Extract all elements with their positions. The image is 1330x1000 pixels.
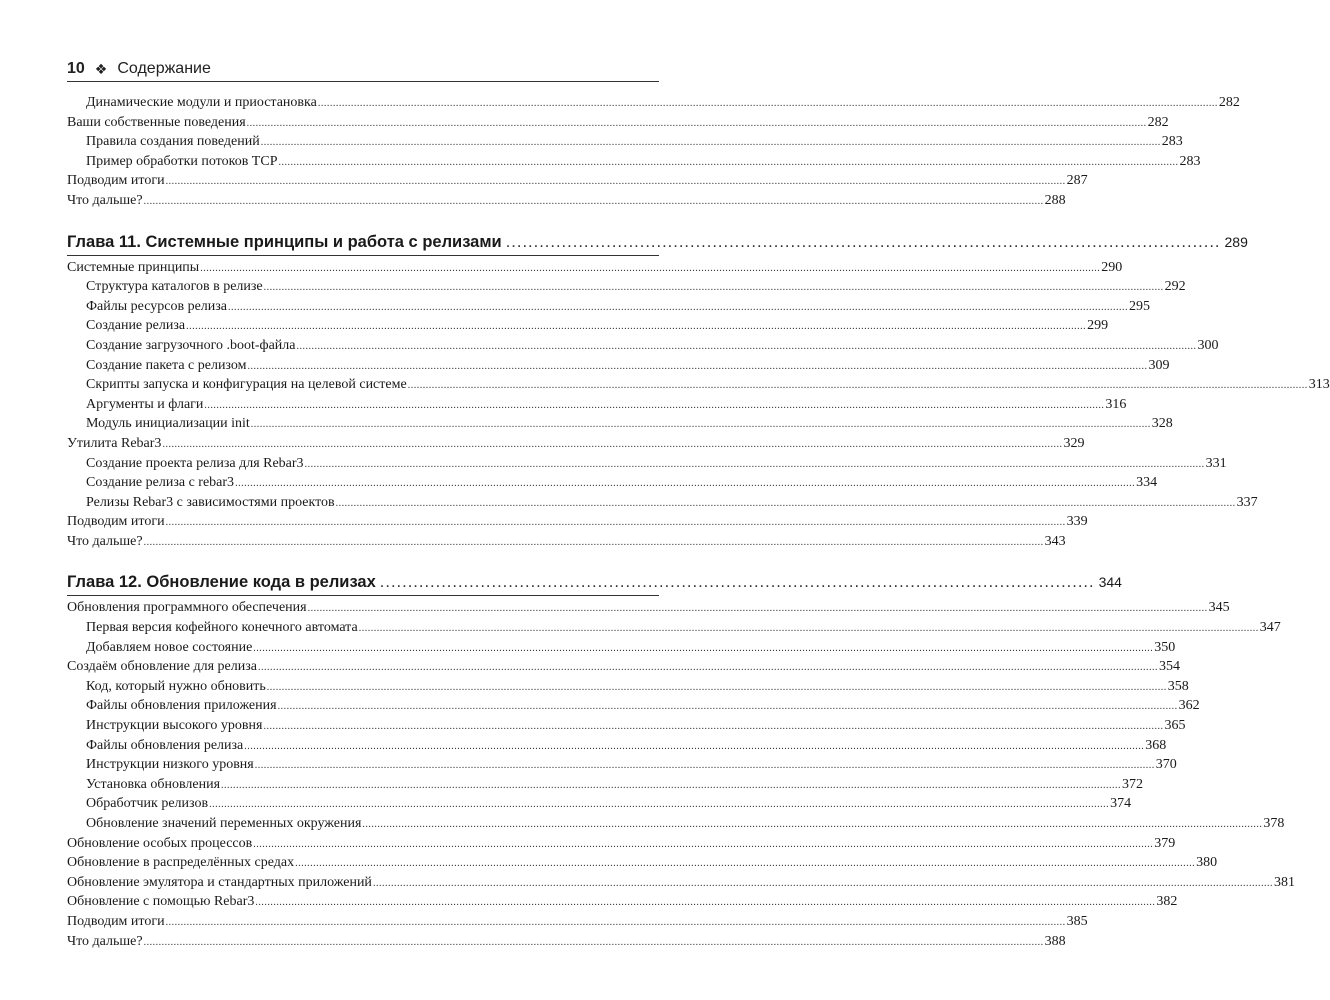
toc-entry-page: 283 (1161, 134, 1183, 150)
toc-entry-page: 292 (1164, 279, 1186, 295)
dot-leader: ............................................................................................................................................................................................................................................................................................................ (254, 760, 1155, 772)
toc-entry[interactable] (67, 493, 1258, 513)
toc-entry[interactable] (67, 473, 1158, 493)
dot-leader: ............................................................................................................................................................................................................................................................................................................ (165, 916, 1066, 928)
toc-entry[interactable] (67, 912, 1088, 932)
toc-entry[interactable] (67, 834, 1176, 854)
toc-entry[interactable] (67, 297, 1151, 317)
toc-entry-title: Создаём обновление для релиза (67, 659, 257, 675)
dot-leader: ............................................................................................................................................................................................................................................................................................................ (221, 779, 1122, 791)
toc-entry-title: Инструкции низкого уровня (86, 757, 254, 773)
toc-entry-title: Релизы Rebar3 с зависимостями проектов (86, 494, 335, 510)
dot-leader: ............................................................................................................................................................................................................................................................................................................ (335, 497, 1236, 509)
toc-entry-page: 368 (1145, 737, 1167, 753)
toc-intro-list (67, 93, 1240, 211)
toc-entry[interactable] (67, 618, 1281, 638)
toc-entry[interactable] (67, 657, 1180, 677)
toc-chapter-11 (67, 229, 1330, 552)
toc-entry-title: Что дальше? (67, 533, 143, 549)
toc-entry-title: Первая версия кофейного конечного автомата (86, 620, 358, 636)
dot-leader: ............................................................................................................................................................................................................................................................................................................ (165, 176, 1066, 188)
dot-leader: ............................................................................................................................................................................................................................................................................................................ (235, 478, 1136, 490)
dot-leader: ............................................................................................................................................................................................................................................................................................................ (253, 642, 1154, 654)
toc-entry-title: Инструкции высокого уровня (86, 718, 263, 734)
toc-entry-page: 345 (1208, 600, 1230, 616)
toc-entry-page: 339 (1066, 514, 1088, 530)
dot-leader: ............................................................................................................................................................................................................................................................................................................ (186, 321, 1087, 333)
dot-leader: ............................................................................................................................................................................................................................................................................................................ (307, 603, 1208, 615)
toc-entry-page: 334 (1136, 475, 1158, 491)
toc-entry-page: 337 (1236, 494, 1258, 510)
dot-leader: ............................................................................................................................................................................................................................................................................................................ (250, 419, 1151, 431)
toc-entry-title: Файлы обновления релиза (86, 737, 244, 753)
dot-leader: ............................................................................................................................................................................................................................................................................................................ (228, 301, 1129, 313)
toc-entry[interactable] (67, 113, 1169, 133)
toc-entry-page: 379 (1154, 835, 1176, 851)
toc-entry-title: Создание проекта релиза для Rebar3 (86, 455, 304, 471)
dot-leader: ............................................................................................................................................................................................................................................................................................................ (358, 623, 1259, 635)
dot-leader: ............................................................................................................................................................................................................................................................................................................ (255, 897, 1156, 909)
toc-entry[interactable] (67, 336, 1219, 356)
toc-entry[interactable] (67, 775, 1144, 795)
toc-entry[interactable] (67, 414, 1173, 434)
dot-leader: ............................................................................................................................................................................................................................................................................................................ (257, 662, 1158, 674)
toc-entry-title: Модуль инициализации init (86, 416, 250, 432)
toc-entry[interactable] (67, 356, 1170, 376)
toc-entry-title: Ваши собственные поведения (67, 114, 246, 130)
toc-entry-page: 328 (1151, 416, 1173, 432)
toc-entry-page: 299 (1087, 318, 1109, 334)
dot-leader: ................................................................................................................................ (505, 232, 1221, 251)
toc-entry-page: 288 (1044, 192, 1066, 208)
toc-entry-title: Динамические модули и приостановка (86, 95, 317, 110)
chapter-page: 289 (1224, 233, 1248, 250)
toc-entry-page: 358 (1167, 678, 1189, 694)
toc-entry-title: Код, который нужно обновить (86, 678, 266, 694)
toc-entry-title: Добавляем новое состояние (86, 639, 253, 655)
dot-leader: ............................................................................................................................................................................................................................................................................................................ (247, 360, 1148, 372)
toc-entry-title: Создание загрузочного .boot-файла (86, 337, 296, 353)
toc-entry-page: 374 (1110, 796, 1132, 812)
toc-chapter-12-list (67, 598, 1295, 951)
header-rule (67, 81, 659, 82)
toc-entry-page: 290 (1101, 259, 1123, 275)
toc-entry-title: Обновление особых процессов (67, 835, 253, 851)
toc-entry-page: 331 (1205, 455, 1227, 471)
toc-entry-page: 362 (1178, 698, 1200, 714)
toc-entry-title: Обновление эмулятора и стандартных приложений (67, 874, 372, 890)
toc-chapter-11-list (67, 258, 1330, 552)
page-header (67, 58, 659, 80)
toc-entry[interactable] (67, 873, 1295, 893)
toc-entry[interactable] (67, 454, 1227, 474)
dot-leader: ............................................................................................................................................................................................................................................................................................................ (277, 701, 1178, 713)
dot-leader: ................................................................................................................................ (379, 573, 1095, 592)
toc-entry-page: 309 (1148, 357, 1170, 373)
toc-entry-page: 287 (1066, 173, 1088, 189)
toc-entry-title: Обновления программного обеспечения (67, 600, 307, 616)
toc-entry[interactable] (67, 532, 1066, 552)
toc-entry-title: Обновление в распределённых средах (67, 855, 295, 871)
toc-entry-page: 282 (1218, 95, 1240, 110)
toc-entry[interactable] (67, 132, 1183, 152)
diamond-ornament-icon: ❖ (94, 60, 108, 77)
dot-leader: ............................................................................................................................................................................................................................................................................................................ (143, 536, 1044, 548)
dot-leader: ............................................................................................................................................................................................................................................................................................................ (143, 195, 1044, 207)
toc-entry[interactable] (67, 316, 1109, 336)
toc-entry-page: 354 (1158, 659, 1180, 675)
toc-entry[interactable] (67, 191, 1066, 211)
toc-entry-title: Что дальше? (67, 192, 143, 208)
toc-entry-page: 388 (1044, 933, 1066, 949)
dot-leader: ............................................................................................................................................................................................................................................................................................................ (260, 137, 1161, 149)
toc-entry-page: 350 (1154, 639, 1176, 655)
table-of-contents (67, 93, 1330, 951)
toc-entry-title: Создание релиза (86, 318, 186, 334)
toc-entry-page: 381 (1273, 874, 1295, 890)
dot-leader: ............................................................................................................................................................................................................................................................................................................ (246, 117, 1147, 129)
toc-entry[interactable] (67, 93, 1240, 113)
dot-leader: ............................................................................................................................................................................................................................................................................................................ (266, 681, 1167, 693)
dot-leader: ............................................................................................................................................................................................................................................................................................................ (407, 380, 1308, 392)
toc-entry-title: Файлы обновления приложения (86, 698, 277, 714)
chapter-rule (67, 255, 659, 256)
dot-leader: ............................................................................................................................................................................................................................................................................................................ (304, 458, 1205, 470)
dot-leader: ............................................................................................................................................................................................................................................................................................................ (162, 438, 1063, 450)
dot-leader: ............................................................................................................................................................................................................................................................................................................ (209, 799, 1110, 811)
toc-entry-title: Пример обработки потоков TCP (86, 153, 278, 169)
toc-entry-page: 385 (1066, 913, 1088, 929)
dot-leader: ............................................................................................................................................................................................................................................................................................................ (295, 858, 1196, 870)
toc-entry-title: Обработчик релизов (86, 796, 209, 812)
dot-leader: ............................................................................................................................................................................................................................................................................................................ (200, 262, 1101, 274)
dot-leader: ............................................................................................................................................................................................................................................................................................................ (278, 156, 1179, 168)
toc-entry-title: Обновление с помощью Rebar3 (67, 894, 255, 910)
dot-leader: ............................................................................................................................................................................................................................................................................................................ (362, 819, 1263, 830)
toc-entry-title: Правила создания поведений (86, 134, 260, 150)
toc-entry-page: 282 (1147, 114, 1169, 130)
toc-entry-title: Обновление значений переменных окружения (86, 816, 362, 831)
dot-leader: ............................................................................................................................................................................................................................................................................................................ (263, 721, 1164, 733)
toc-entry-page: 295 (1129, 298, 1151, 314)
toc-entry-page: 300 (1197, 337, 1219, 353)
toc-entry[interactable] (67, 736, 1167, 756)
chapter-title[interactable] (67, 569, 1122, 595)
dot-leader: ............................................................................................................................................................................................................................................................................................................ (204, 399, 1105, 411)
toc-entry[interactable] (67, 258, 1123, 278)
toc-entry-page: 347 (1259, 620, 1281, 636)
chapter-title-text: Глава 11. Системные принципы и работа с релизами (67, 232, 502, 251)
toc-entry-title: Создание пакета с релизом (86, 357, 247, 373)
toc-entry-title: Скрипты запуска и конфигурация на целевой системе (86, 377, 407, 393)
toc-entry-page: 380 (1196, 855, 1218, 871)
toc-entry[interactable] (67, 696, 1200, 716)
toc-entry-page: 370 (1155, 757, 1177, 773)
toc-entry[interactable] (67, 853, 1218, 873)
toc-entry[interactable] (67, 932, 1066, 952)
toc-entry[interactable] (67, 171, 1088, 191)
toc-entry-page: 343 (1044, 533, 1066, 549)
toc-entry-title: Подводим итоги (67, 913, 165, 929)
toc-entry-title: Структура каталогов в релизе (86, 279, 263, 295)
dot-leader: ............................................................................................................................................................................................................................................................................................................ (296, 340, 1197, 352)
dot-leader: ............................................................................................................................................................................................................................................................................................................ (165, 517, 1066, 529)
toc-entry-page: 283 (1179, 153, 1201, 169)
chapter-title[interactable] (67, 229, 1248, 255)
dot-leader: ............................................................................................................................................................................................................................................................................................................ (143, 936, 1044, 948)
toc-entry-page: 365 (1164, 718, 1186, 734)
toc-entry-page: 378 (1263, 816, 1285, 831)
toc-entry[interactable] (67, 512, 1088, 532)
toc-entry[interactable] (67, 638, 1176, 658)
toc-entry-page: 372 (1122, 776, 1144, 792)
chapter-title-text: Глава 12. Обновление кода в релизах (67, 573, 376, 592)
toc-entry[interactable] (67, 814, 1285, 834)
toc-entry-title: Установка обновления (86, 776, 221, 792)
toc-entry[interactable] (67, 152, 1201, 172)
toc-intro-section (67, 93, 1240, 211)
toc-entry-page: 316 (1105, 396, 1127, 412)
toc-chapter-12 (67, 569, 1295, 951)
running-title: Содержание (117, 60, 211, 77)
toc-entry-title: Что дальше? (67, 933, 143, 949)
chapter-rule (67, 595, 659, 596)
toc-entry[interactable] (67, 395, 1127, 415)
toc-entry[interactable] (67, 755, 1177, 775)
toc-entry[interactable] (67, 375, 1330, 395)
toc-entry[interactable] (67, 677, 1189, 697)
toc-entry-page: 313 (1308, 377, 1330, 393)
toc-entry-title: Аргументы и флаги (86, 396, 204, 412)
toc-entry-page: 329 (1063, 435, 1085, 451)
dot-leader: ............................................................................................................................................................................................................................................................................................................ (317, 98, 1218, 109)
toc-entry-page: 382 (1156, 894, 1178, 910)
dot-leader: ............................................................................................................................................................................................................................................................................................................ (244, 740, 1145, 752)
dot-leader: ............................................................................................................................................................................................................................................................................................................ (372, 877, 1273, 889)
toc-entry-title: Системные принципы (67, 259, 200, 275)
page-number: 10 (67, 60, 85, 77)
toc-entry-title: Файлы ресурсов релиза (86, 298, 228, 314)
toc-entry[interactable] (67, 794, 1132, 814)
toc-entry[interactable] (67, 434, 1085, 454)
toc-entry[interactable] (67, 598, 1230, 618)
chapter-page: 344 (1098, 574, 1122, 591)
dot-leader: ............................................................................................................................................................................................................................................................................................................ (263, 282, 1164, 294)
dot-leader: ............................................................................................................................................................................................................................................................................................................ (253, 838, 1154, 850)
toc-entry[interactable] (67, 892, 1178, 912)
toc-entry-title: Подводим итоги (67, 173, 165, 189)
toc-entry[interactable] (67, 277, 1186, 297)
toc-entry-title: Подводим итоги (67, 514, 165, 530)
toc-entry-title: Утилита Rebar3 (67, 435, 162, 451)
toc-entry-title: Создание релиза с rebar3 (86, 475, 235, 491)
toc-entry[interactable] (67, 716, 1186, 736)
